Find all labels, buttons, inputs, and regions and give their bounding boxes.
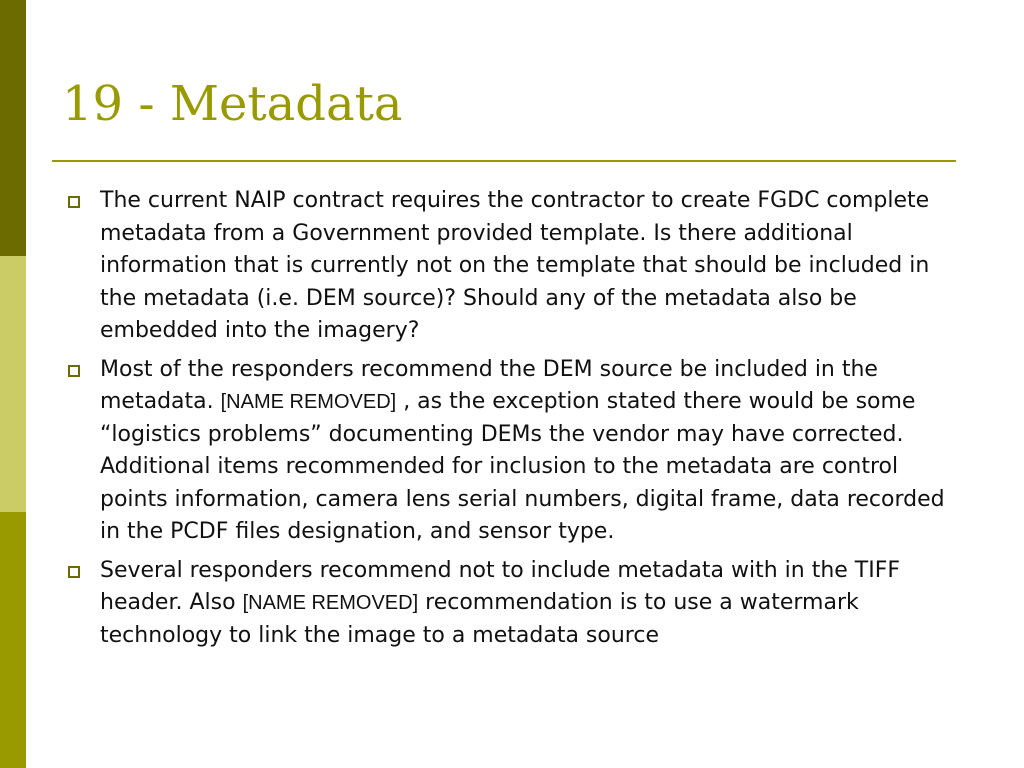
side-bar-light-segment <box>0 256 26 512</box>
square-bullet-icon <box>68 566 80 578</box>
square-bullet-icon <box>68 196 80 208</box>
bullet-item <box>62 354 952 549</box>
side-bar-dark-segment <box>0 0 26 256</box>
redacted-name: [NAME REMOVED] <box>242 592 419 614</box>
bullet-text: recommendation is to use a watermark technology to link the image to a metadata source <box>100 590 859 648</box>
bullet-text: , as the exception stated there would be some “logistics problems” documenting DEMs the vendor may have corrected. Additional items recommended for inclusion to the metadata are control points information, camera lens serial numbers, digital frame, data recorded in the PCDF files designation, and sensor type. <box>100 389 945 544</box>
bullet-text: Several responders recommend not to include metadata with in the TIFF header. Also <box>100 557 901 615</box>
bullet-list <box>62 185 952 658</box>
square-bullet-icon <box>68 365 80 377</box>
title-divider <box>52 160 956 162</box>
slide-title: 19 - Metadata <box>62 76 403 132</box>
bullet-item <box>62 185 952 348</box>
side-bar-olive-segment <box>0 512 26 768</box>
bullet-item <box>62 555 952 653</box>
redacted-name: [NAME REMOVED] <box>220 391 397 413</box>
bullet-text: Most of the responders recommend the DEM source be included in the metadata. <box>100 356 878 414</box>
bullet-text: The current NAIP contract requires the contractor to create FGDC complete metadata from a Government provided template. Is there additional information that is currently not on the template that should be included in the metadata (i.e. DEM source)? Should any of the metadata also be embedded into the imagery? <box>100 188 930 343</box>
